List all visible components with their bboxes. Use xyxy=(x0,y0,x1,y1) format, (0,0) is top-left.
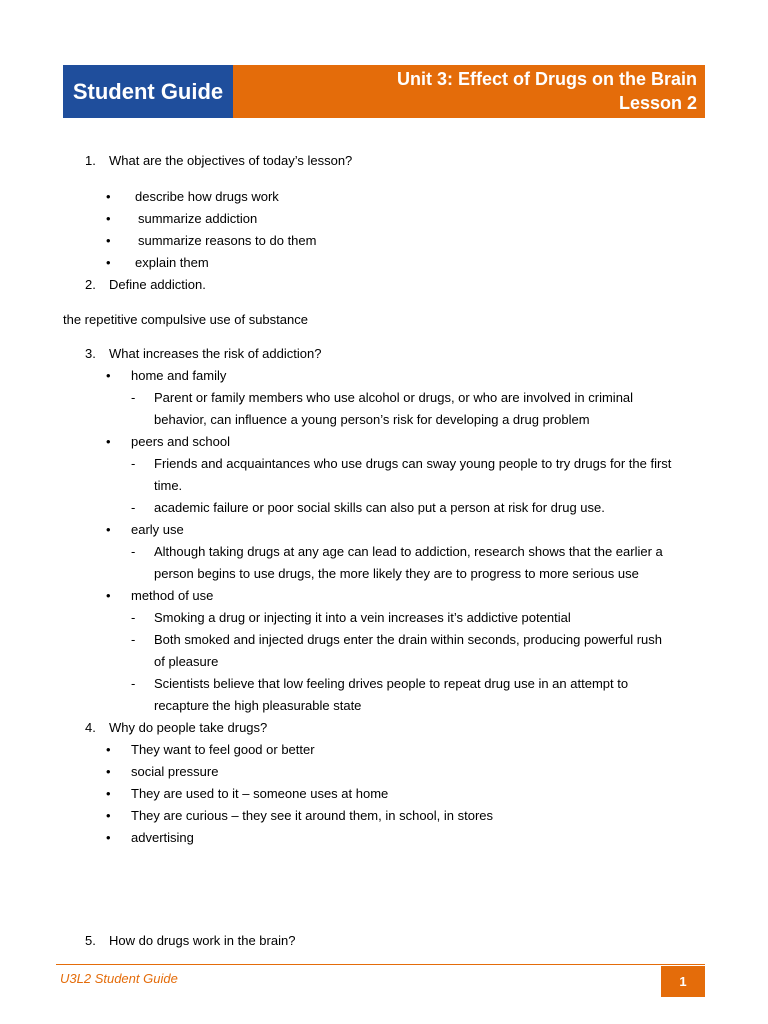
question-text: What are the objectives of today’s lesson? xyxy=(109,153,353,168)
sub-item-continuation xyxy=(63,695,705,717)
document-body xyxy=(63,150,705,952)
page-number: 1 xyxy=(661,966,705,997)
question-number: 2. xyxy=(85,277,96,292)
header-title: Student Guide xyxy=(63,65,233,118)
dash-icon: - xyxy=(131,456,136,471)
sub-item-text: time. xyxy=(154,478,183,493)
sub-item xyxy=(63,453,705,475)
list-item-text: advertising xyxy=(131,830,194,845)
header-lesson: Lesson 2 xyxy=(618,93,697,113)
bullet-icon: • xyxy=(106,786,111,801)
list-item xyxy=(63,805,705,827)
sub-item-continuation xyxy=(63,651,705,673)
list-item xyxy=(63,585,705,607)
footer-title: U3L2 Student Guide xyxy=(60,971,178,986)
sub-item xyxy=(63,387,705,409)
sub-item-text: Scientists believe that low feeling drives people to repeat drug use in an attempt to xyxy=(154,676,629,691)
answer-text xyxy=(63,309,705,331)
list-item xyxy=(63,431,705,453)
list-item xyxy=(63,230,705,252)
list-item xyxy=(63,827,705,849)
question-number: 3. xyxy=(85,346,96,361)
sub-item-text: Parent or family members who use alcohol or drugs, or who are involved in criminal xyxy=(154,390,634,405)
question-2 xyxy=(63,274,705,296)
list-item-text: summarize addiction xyxy=(138,211,258,226)
header-unit-lesson xyxy=(233,65,705,118)
sub-item-text: academic failure or poor social skills can also put a person at risk for drug use. xyxy=(154,500,605,515)
question-1 xyxy=(63,150,705,172)
dash-icon: - xyxy=(131,544,136,559)
question-text: Define addiction. xyxy=(109,277,206,292)
list-item-text: explain them xyxy=(135,255,209,270)
question-3 xyxy=(63,343,705,365)
bullet-icon: • xyxy=(106,255,111,270)
dash-icon: - xyxy=(131,390,136,405)
sub-item-text: person begins to use drugs, the more likely they are to progress to more serious use xyxy=(154,566,639,581)
sub-item-text: Smoking a drug or injecting it into a vein increases it’s addictive potential xyxy=(154,610,571,625)
list-item-text: peers and school xyxy=(131,434,231,449)
page-header xyxy=(63,65,705,118)
dash-icon: - xyxy=(131,610,136,625)
header-unit: Unit 3: Effect of Drugs on the Brain xyxy=(396,69,697,89)
sub-item-continuation xyxy=(63,409,705,431)
list-item-text: method of use xyxy=(131,588,214,603)
question-number: 1. xyxy=(85,153,96,168)
question-4 xyxy=(63,717,705,739)
question-number: 4. xyxy=(85,720,96,735)
question-text: How do drugs work in the brain? xyxy=(109,933,296,948)
bullet-icon: • xyxy=(106,211,111,226)
bullet-icon: • xyxy=(106,233,111,248)
footer-divider xyxy=(56,964,705,965)
sub-item-text: Friends and acquaintances who use drugs can sway young people to try drugs for the first xyxy=(154,456,672,471)
question-text: What increases the risk of addiction? xyxy=(109,346,322,361)
question-number: 5. xyxy=(85,933,96,948)
bullet-icon: • xyxy=(106,764,111,779)
dash-icon: - xyxy=(131,500,136,515)
sub-item xyxy=(63,497,705,519)
list-item xyxy=(63,252,705,274)
list-item-text: describe how drugs work xyxy=(135,189,279,204)
answer-line: the repetitive compulsive use of substance xyxy=(63,312,308,327)
list-item xyxy=(63,365,705,387)
list-item xyxy=(63,519,705,541)
dash-icon: - xyxy=(131,676,136,691)
list-item xyxy=(63,783,705,805)
sub-item xyxy=(63,607,705,629)
bullet-icon: • xyxy=(106,808,111,823)
list-item-text: They are curious – they see it around them, in school, in stores xyxy=(131,808,494,823)
sub-item xyxy=(63,629,705,651)
bullet-icon: • xyxy=(106,368,111,383)
bullet-icon: • xyxy=(106,522,111,537)
question-5 xyxy=(63,930,705,952)
bullet-icon: • xyxy=(106,830,111,845)
bullet-icon: • xyxy=(106,434,111,449)
sub-item-text: of pleasure xyxy=(154,654,219,669)
sub-item-text: Both smoked and injected drugs enter the drain within seconds, producing powerful rush xyxy=(154,632,663,647)
bullet-icon: • xyxy=(106,189,111,204)
sub-item-text: recapture the high pleasurable state xyxy=(154,698,362,713)
list-item xyxy=(63,761,705,783)
sub-item-text: Although taking drugs at any age can lead to addiction, research shows that the earlier a xyxy=(154,544,663,559)
dash-icon: - xyxy=(131,632,136,647)
list-item-text: home and family xyxy=(131,368,227,383)
list-item-text: social pressure xyxy=(131,764,219,779)
list-item xyxy=(63,739,705,761)
list-item-text: early use xyxy=(131,522,184,537)
sub-item xyxy=(63,673,705,695)
sub-item-text: behavior, can influence a young person’s risk for developing a drug problem xyxy=(154,412,590,427)
list-item-text: They are used to it – someone uses at home xyxy=(131,786,389,801)
sub-item-continuation xyxy=(63,475,705,497)
sub-item-continuation xyxy=(63,563,705,585)
bullet-icon: • xyxy=(106,742,111,757)
list-item-text: summarize reasons to do them xyxy=(138,233,317,248)
list-item xyxy=(63,186,705,208)
list-item-text: They want to feel good or better xyxy=(131,742,315,757)
sub-item xyxy=(63,541,705,563)
list-item xyxy=(63,208,705,230)
bullet-icon: • xyxy=(106,588,111,603)
question-text: Why do people take drugs? xyxy=(109,720,268,735)
